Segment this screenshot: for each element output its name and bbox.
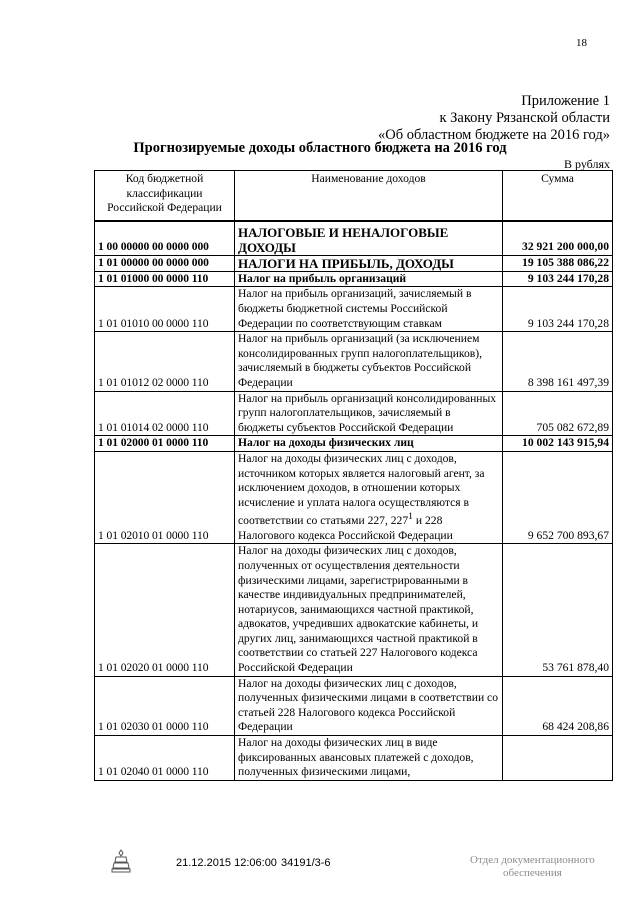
row-code: 1 01 01012 02 0000 110: [95, 332, 235, 391]
page-number: 18: [576, 37, 587, 49]
row-sum: 9 652 700 893,67: [503, 451, 613, 543]
table-row: [95, 391, 613, 436]
row-name: Налог на доходы физических лиц: [235, 436, 503, 452]
row-code: 1 01 02000 01 0000 110: [95, 436, 235, 452]
row-name: Налог на доходы физических лиц с доходов, полученных от осуществления деятельности физическими лицами, зарегистрированными в качестве индивидуальных предпринимателей, нотариусов, занимающихся частной практикой, адвокатов, учредивших адвокатские кабинеты, и других лиц, занимающихся частной практикой в соответствии со статьей 227 Налогового кодекса Российской Федерации: [235, 544, 503, 676]
header-sum: Сумма: [503, 171, 613, 221]
row-name: НАЛОГИ НА ПРИБЫЛЬ, ДОХОДЫ: [235, 255, 503, 271]
appendix-header: [378, 93, 610, 144]
row-name: [235, 451, 503, 543]
row-code: 1 01 01014 02 0000 110: [95, 391, 235, 436]
units-label: В рублях: [563, 157, 610, 171]
appendix-line-2: к Закону Рязанской области: [439, 110, 610, 126]
row-code: 1 01 02030 01 0000 110: [95, 676, 235, 735]
row-sum: 705 082 672,89: [503, 391, 613, 436]
row-name: НАЛОГОВЫЕ И НЕНАЛОГОВЫЕ ДОХОДЫ: [235, 221, 503, 256]
row-name: Налог на прибыль организаций: [235, 271, 503, 287]
row-name-part: и 228 Налогового кодекса Российской Федерации: [238, 514, 453, 542]
footer-doc-number: 34191/3-6: [281, 857, 331, 869]
income-table: [94, 170, 613, 781]
row-name-part: Налог на доходы физических лиц с доходов, источником которых является налоговый агент, за исключением доходов, в отношении которых исчисление и уплата налога осуществляются в соответствии со статьями 227, 227: [238, 451, 485, 528]
table-row: [95, 544, 613, 676]
row-name: Налог на доходы физических лиц в виде фиксированных авансовых платежей с доходов, полученных физическими лицами,: [235, 736, 503, 781]
row-code: 1 01 01010 00 0000 110: [95, 287, 235, 332]
row-sum: 10 002 143 915,94: [503, 436, 613, 452]
table-row: [95, 271, 613, 287]
row-name: Налог на доходы физических лиц с доходов, полученных физическими лицами в соответствии со статьей 228 Налогового кодекса Российской Федерации: [235, 676, 503, 735]
footer-datetime: 21.12.2015 12:06:00: [176, 857, 277, 869]
emblem-icon: [110, 848, 132, 874]
table-row: [95, 451, 613, 543]
appendix-line-1: Приложение 1: [521, 93, 610, 109]
row-code: 1 01 01000 00 0000 110: [95, 271, 235, 287]
department-stamp: [470, 854, 595, 880]
document-title: Прогнозируемые доходы областного бюджета на 2016 год: [133, 140, 507, 156]
header-code: Код бюджетной классификации Российской Федерации: [95, 171, 235, 221]
row-sum: 53 761 878,40: [503, 544, 613, 676]
row-code: 1 01 00000 00 0000 000: [95, 255, 235, 271]
table-row: [95, 436, 613, 452]
footnote-superscript: 1: [408, 511, 413, 523]
stamp-line-2: обеспечения: [503, 867, 562, 879]
row-name: Налог на прибыль организаций, зачисляемый в бюджеты бюджетной системы Российской Федерации по соответствующим ставкам: [235, 287, 503, 332]
row-sum: 32 921 200 000,00: [503, 221, 613, 256]
row-code: 1 01 02040 01 0000 110: [95, 736, 235, 781]
row-sum: 9 103 244 170,28: [503, 287, 613, 332]
table-row: [95, 255, 613, 271]
appendix-line-3: «Об областном бюджете на 2016 год»: [378, 127, 610, 143]
header-name: Наименование доходов: [235, 171, 503, 221]
row-sum: 68 424 208,86: [503, 676, 613, 735]
row-name: Налог на прибыль организаций консолидированных групп налогоплательщиков, зачисляемый в бюджеты субъектов Российской Федерации: [235, 391, 503, 436]
row-code: 1 00 00000 00 0000 000: [95, 221, 235, 256]
row-sum: [503, 736, 613, 781]
table-row: [95, 221, 613, 256]
table-row: [95, 332, 613, 391]
row-sum: 8 398 161 497,39: [503, 332, 613, 391]
row-code: 1 01 02020 01 0000 110: [95, 544, 235, 676]
row-sum: 9 103 244 170,28: [503, 271, 613, 287]
row-name: Налог на прибыль организаций (за исключением консолидированных групп налогоплательщиков), зачисляемый в бюджеты субъектов Российской Федерации: [235, 332, 503, 391]
stamp-line-1: Отдел документационного: [470, 854, 595, 866]
row-sum: 19 105 388 086,22: [503, 255, 613, 271]
table-row: [95, 287, 613, 332]
table-header-row: [95, 171, 613, 221]
row-code: 1 01 02010 01 0000 110: [95, 451, 235, 543]
table-row: [95, 676, 613, 735]
table-row: [95, 736, 613, 781]
